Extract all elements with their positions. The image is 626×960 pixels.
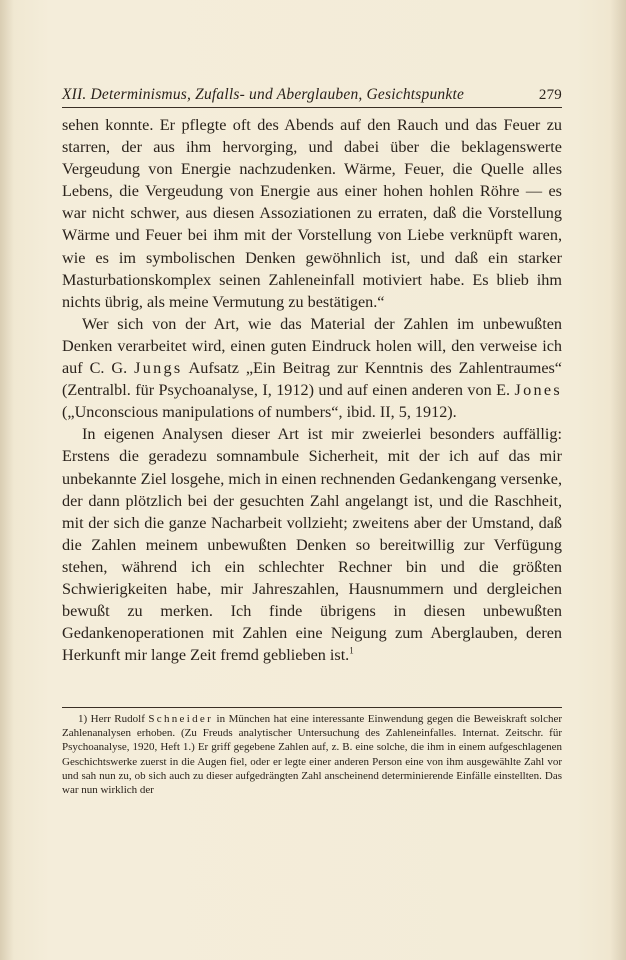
footnote-rule: [62, 707, 562, 708]
text-run: In eigenen Analysen dieser Art ist mir zweierlei besonders auffällig: Erstens die geradezu somnambule Sicherheit, mit der ich auf das mir unbekannte Ziel losgehe, mich in einen rechnenden Gedankengang versenke, der dann plötzlich bei der gesuchten Zahl angelangt ist, und die Raschheit, mit der sich die ganze Nacharbeit vollzieht; zweitens aber der Umstand, daß die Zahlen meinem unbewußten Denken so bereitwillig zur Verfügung stehen, während ich ein schlechter Rechner bin und die größten Schwierigkeiten habe, mir Jahreszahlen, Hausnummern und dergleichen bewußt zu merken. Ich finde übrigens in diesen unbewußten Gedankenoperationen mit Zahlen eine Neigung zum Aberglauben, deren Herkunft mir lange Zeit fremd geblieben ist.: [62, 425, 562, 665]
paragraph: [62, 423, 562, 666]
text-run: in München hat eine interessante Einwendung gegen die Beweiskraft solcher Zahlenanalysen erhoben. (Zu Freuds analytischer Untersuchung des Zahleneinfalles. Internat. Zeitschr. für Psychoanalyse, 1920, Heft 1.) Er griff gegebene Zahlen auf, z. B. eine solche, die ihm in einem aufgeschlagenen Geschichtswerke zuerst in die Augen fiel, oder er legte einer anderen Person eine von ihm ausgewählte Zahl vor und sah nun zu, ob sich auch zu dieser aufgedrängten Zahl anscheinend determinierende Einfälle einstellten. Das war nun wirklich der: [62, 713, 562, 797]
paragraph: [62, 114, 562, 313]
header-rule: [62, 107, 562, 108]
text-run: Aufsatz „Ein Beitrag zur Kenntnis des Zahlentraumes“ (Zentralbl. für Psychoanalyse, I, 1912) und auf einen anderen von E.: [62, 359, 562, 400]
text-run: Wer sich von der Art, wie das Material der Zahlen im unbewußten Denken verarbeitet wird, einen guten Eindruck holen will, den verweise ich auf C. G.: [62, 314, 562, 378]
spaced-name: Jungs: [134, 359, 183, 378]
page-right-shadow: [610, 0, 626, 960]
spaced-name: Schneider: [148, 713, 214, 725]
page-left-shadow: [0, 0, 14, 960]
running-title: XII. Determinismus, Zufalls- und Aberglauben, Gesichtspunkte: [62, 86, 465, 103]
footnote: [62, 712, 562, 797]
text-run: sehen konnte. Er pflegte oft des Abends auf den Rauch und das Feuer zu starren, der aus ihm hervorging, und dabei über die beklagenswerte Vergeudung von Energie nachzudenken. Wärme, Feuer, die Quelle alles Lebens, die Vergeudung von Energie aus einer hohen hohlen Röhre — es war nicht schwer, aus diesen Assoziationen zu erraten, daß die Vorstellung Wärme und Feuer bei ihm mit der Vorstellung von Liebe verknüpft waren, wie es im symbolischen Denken gewöhnlich ist, und daß ein starker Masturbationskomplex seinen Zahleneinfall motiviert habe. Es blieb ihm nichts übrig, als meine Vermutung zu bestätigen.“: [62, 116, 562, 311]
footnote-reference: 1: [349, 645, 354, 656]
text-run: („Unconscious manipulations of numbers“, ibid. II, 5, 1912).: [62, 403, 457, 422]
paragraph: [62, 313, 562, 423]
main-text: [62, 114, 562, 666]
spaced-name: Jones: [514, 381, 562, 400]
text-run: 1) Herr Rudolf: [78, 713, 149, 725]
running-header: [62, 86, 562, 104]
page-number: 279: [538, 87, 562, 103]
